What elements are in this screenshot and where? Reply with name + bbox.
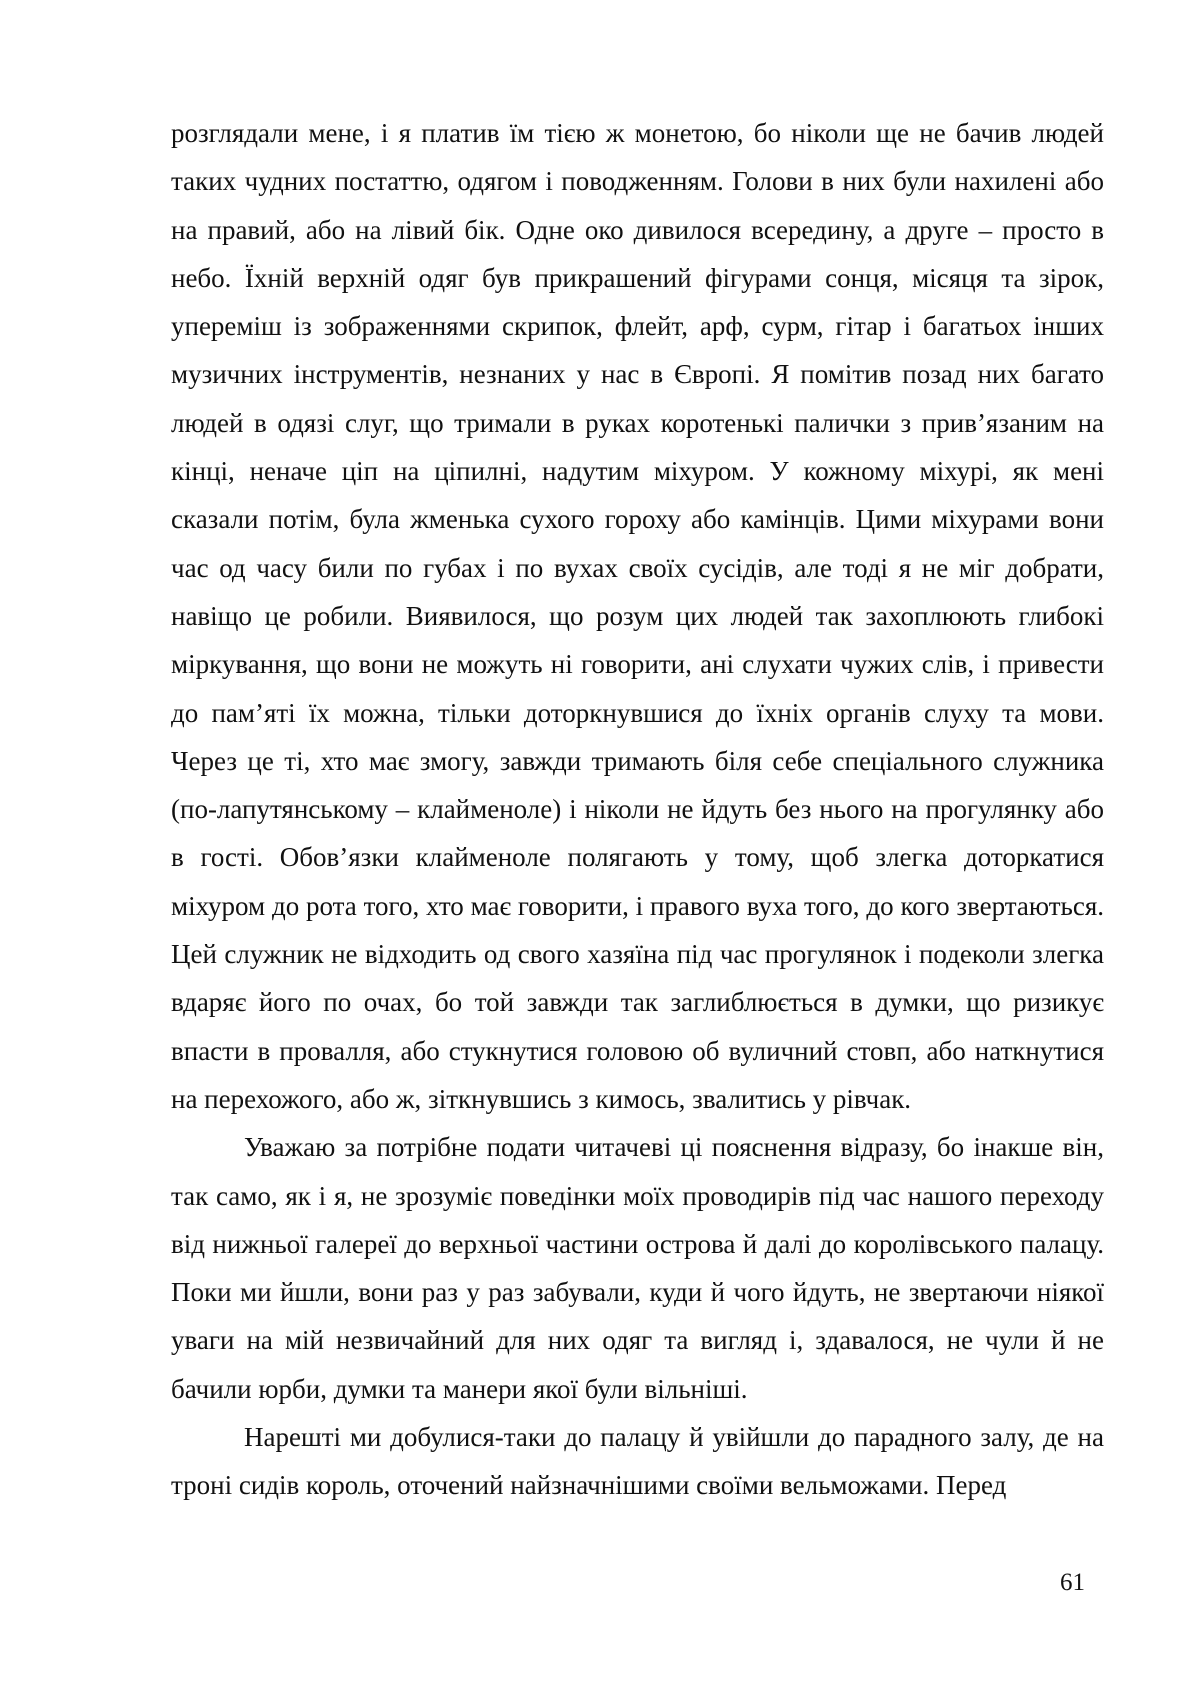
paragraph: Уважаю за потрібне подати читачеві ці пояснення відразу, бо інакше він, так само, як і я, не зрозуміє поведінки моїх проводирів під час нашого переходу від нижньої галереї до верхньої частини острова й далі до королівського палацу. Поки ми йшли, вони раз у раз забували, куди й чого йдуть, не звертаючи ніякої уваги на мій незвичайний для них одяг та вигляд і, здавалося, не чули й не бачили юрби, думки та манери якої були вільніші. — [171, 1132, 1104, 1404]
page-number: 61 — [1060, 1569, 1085, 1596]
page-body — [171, 109, 1104, 1510]
paragraph: розглядали мене, і я платив їм тією ж монетою, бо ніколи ще не бачив людей таких чудних постаттю, одягом і поводженням. Голови в них були нахилені або на правий, або на лівий бік. Одне око дивилося всередину, а друге – просто в небо. Їхній верхній одяг був прикрашений фігурами сонця, місяця та зірок, упереміш із зображеннями скрипок, флейт, арф, сурм, гітар і багатьох інших музичних інструментів, незнаних у нас в Європі. Я помітив позад них багато людей в одязі слуг, що тримали в руках коротенькі палички з прив’язаним на кінці, неначе ціп на ціпилні, надутим міхуром. У кожному міхурі, як мені сказали потім, була жменька сухого гороху або камінців. Цими міхурами вони час од часу били по губах і по вухах своїх сусідів, але тоді я не міг добрати, навіщо це робили. Виявилося, що розум цих людей так захоплюють глибокі міркування, що вони не можуть ні говорити, ані слухати чужих слів, і привести до пам’яті їх можна, тільки доторкнувшися до їхніх органів слуху та мови. Через це ті, хто має змогу, завжди тримають біля себе спеціального служника (по-лапутянському – клайменоле) і ніколи не йдуть без нього на прогулянку або в гості. Обов’язки клайменоле полягають у тому, щоб злегка доторкатися міхуром до рота того, хто має говорити, і правого вуха того, до кого звертаються. Цей служник не відходить од свого хазяїна під час прогулянок і подеколи злегка вдаряє його по очах, бо той завжди так заглиблюється в думки, що ризикує впасти в провалля, або стукнутися головою об вуличний стовп, або наткнутися на перехожого, або ж, зіткнувшись з кимось, звалитись у рівчак. — [171, 118, 1104, 1114]
paragraph: Нарешті ми добулися-таки до палацу й увійшли до парадного залу, де на троні сидів король, оточений найзначнішими своїми вельможами. Перед — [171, 1422, 1104, 1501]
